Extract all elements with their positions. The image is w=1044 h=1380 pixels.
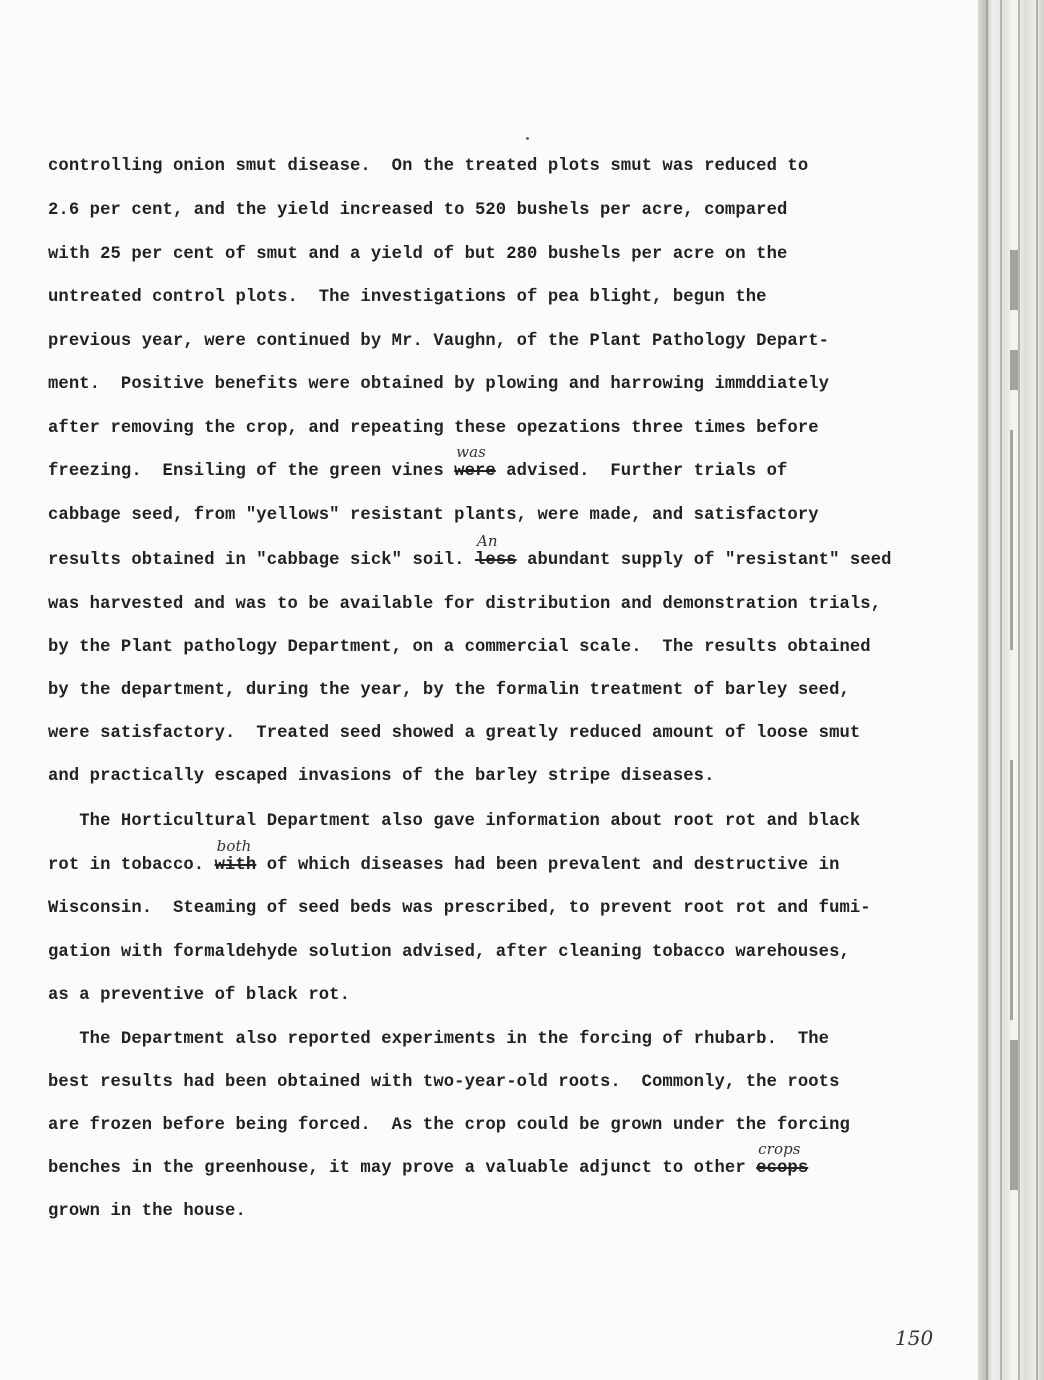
- text-line: The Department also reported experiments in the forcing of rhubarb. The: [48, 1030, 830, 1049]
- edge-mark: [1010, 350, 1018, 390]
- edge-shadow-line: [1000, 0, 1002, 1380]
- page-number: 150: [895, 1326, 934, 1350]
- edge-shadow-line: [1036, 0, 1038, 1380]
- text-line: after removing the crop, and repeating these opezations three times before: [48, 419, 819, 438]
- handwritten-insert: crops: [758, 1140, 801, 1158]
- text-line: cabbage seed, from "yellows" resistant plants, were made, and satisfactory: [48, 506, 819, 525]
- line-segment: advised. Further trials of: [495, 462, 788, 481]
- handwritten-correction: [474, 532, 517, 572]
- text-line: with 25 per cent of smut and a yield of but 280 bushels per acre on the: [48, 245, 788, 264]
- handwritten-correction: [756, 1140, 809, 1180]
- text-line: by the Plant pathology Department, on a commercial scale. The results obtained: [48, 638, 871, 657]
- edge-mark: [1010, 760, 1013, 1020]
- text-line-with-correction: [48, 443, 788, 483]
- text-line: as a preventive of black rot.: [48, 986, 351, 1005]
- handwritten-correction: [214, 837, 257, 877]
- bleed-through-marks: [1010, 240, 1024, 1200]
- text-line: were satisfactory. Treated seed showed a greatly reduced amount of loose smut: [48, 724, 861, 743]
- handwritten-insert: was: [456, 443, 486, 461]
- text-line: best results had been obtained with two-year-old roots. Commonly, the roots: [48, 1073, 840, 1092]
- text-line: The Horticultural Department also gave information about root rot and black: [48, 812, 861, 831]
- struck-word: were: [454, 462, 496, 481]
- line-segment: of which diseases had been prevalent and destructive in: [256, 856, 840, 875]
- edge-mark: [1010, 250, 1018, 310]
- text-line: and practically escaped invasions of the barley stripe diseases.: [48, 767, 715, 786]
- line-segment: freezing. Ensiling of the green vines: [48, 462, 455, 481]
- text-line-with-correction: [48, 532, 892, 572]
- line-segment: benches in the greenhouse, it may prove a valuable adjunct to other: [48, 1159, 757, 1178]
- edge-shadow-line: [986, 0, 988, 1380]
- handwritten-insert: both: [216, 837, 252, 855]
- text-line: grown in the house.: [48, 1202, 246, 1221]
- edge-mark: [1010, 1040, 1018, 1190]
- line-segment: abundant supply of "resistant" seed: [516, 551, 892, 570]
- scan-speck: [526, 137, 529, 140]
- text-line: by the department, during the year, by the formalin treatment of barley seed,: [48, 681, 850, 700]
- line-segment: results obtained in "cabbage sick" soil.: [48, 551, 475, 570]
- text-line: Wisconsin. Steaming of seed beds was prescribed, to prevent root rot and fumi-: [48, 899, 871, 918]
- text-line: untreated control plots. The investigations of pea blight, begun the: [48, 288, 767, 307]
- text-line-with-correction: [48, 837, 840, 877]
- struck-word: less: [474, 551, 517, 570]
- text-line: gation with formaldehyde solution advised, after cleaning tobacco warehouses,: [48, 943, 850, 962]
- text-line: ment. Positive benefits were obtained by plowing and harrowing immddiately: [48, 375, 830, 394]
- struck-word: with: [214, 856, 257, 875]
- text-line: was harvested and was to be available for distribution and demonstration trials,: [48, 595, 882, 614]
- text-line: previous year, were continued by Mr. Vaughn, of the Plant Pathology Depart-: [48, 332, 830, 351]
- handwritten-correction: [454, 443, 496, 483]
- line-segment: rot in tobacco.: [48, 856, 215, 875]
- struck-word: ecops: [756, 1159, 809, 1178]
- text-line: 2.6 per cent, and the yield increased to 520 bushels per acre, compared: [48, 201, 788, 220]
- edge-mark: [1010, 430, 1013, 650]
- text-line: are frozen before being forced. As the crop could be grown under the forcing: [48, 1116, 850, 1135]
- text-line-with-correction: [48, 1140, 809, 1180]
- text-line: controlling onion smut disease. On the treated plots smut was reduced to: [48, 157, 809, 176]
- handwritten-insert: An: [476, 532, 498, 550]
